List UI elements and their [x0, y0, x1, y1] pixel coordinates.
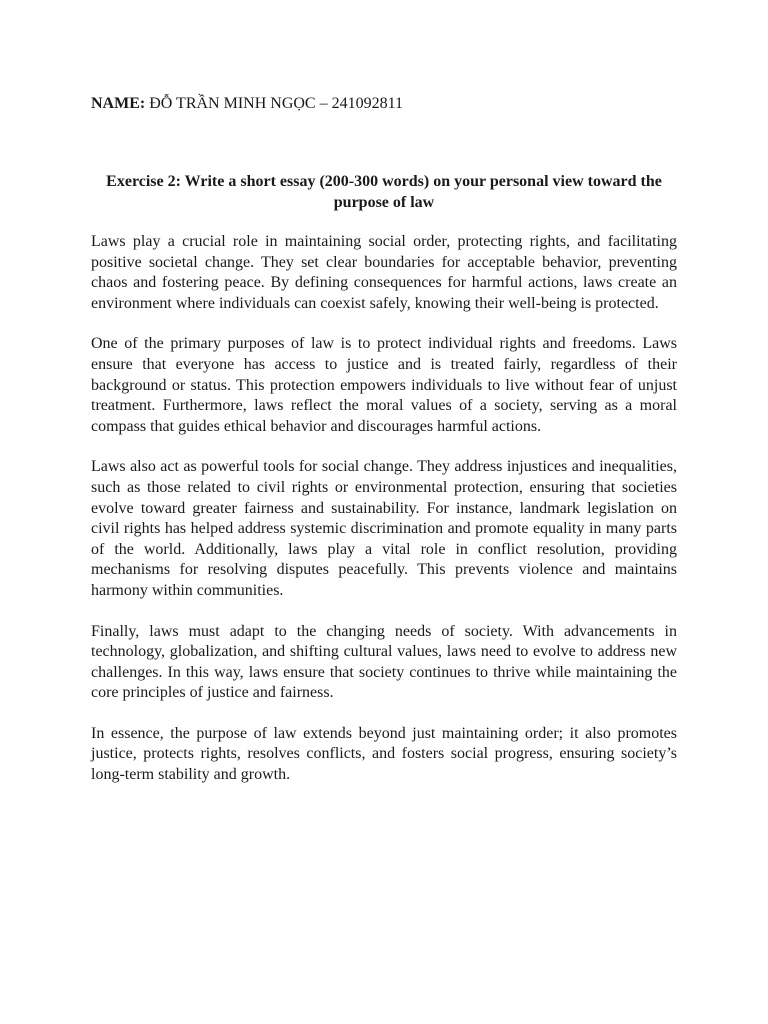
- essay-paragraph: Laws also act as powerful tools for social change. They address injustices and inequalities, such as those related to civil rights or environmental protection, ensuring that societies evolve toward greater fairness and sustainability. For instance, landmark legislation on civil rights has helped address systemic discrimination and promote equality in many parts of the world. Additionally, laws play a vital role in conflict resolution, providing mechanisms for resolving disputes peacefully. This prevents violence and maintains harmony within communities.: [91, 458, 677, 599]
- essay-body: [91, 232, 677, 786]
- exercise-title: Exercise 2: Write a short essay (200-300 words) on your personal view toward the purpose of law: [106, 173, 662, 211]
- essay-paragraph: In essence, the purpose of law extends beyond just maintaining order; it also promotes justice, protects rights, resolves conflicts, and fosters social progress, ensuring society’s long-term stability and growth.: [91, 724, 677, 784]
- student-name: ĐỖ TRẦN MINH NGỌC – 241092811: [145, 95, 403, 112]
- student-name-line: [91, 93, 677, 114]
- essay-paragraph: Laws play a crucial role in maintaining social order, protecting rights, and facilitating positive societal change. They set clear boundaries for acceptable behavior, preventing chaos and fostering peace. By defining consequences for harmful actions, laws create an environment where individuals can coexist safely, knowing their well-being is protected.: [91, 233, 677, 312]
- essay-paragraph: One of the primary purposes of law is to protect individual rights and freedoms. Laws ensure that everyone has access to justice and is treated fairly, regardless of their background or status. This protection empowers individuals to live without fear of unjust treatment. Furthermore, laws reflect the moral values of a society, serving as a moral compass that guides ethical behavior and discourages harmful actions.: [91, 335, 677, 435]
- essay-paragraph: Finally, laws must adapt to the changing needs of society. With advancements in technology, globalization, and shifting cultural values, laws need to evolve to address new challenges. In this way, laws ensure that society continues to thrive while maintaining the core principles of justice and fairness.: [91, 622, 677, 702]
- name-label: NAME:: [91, 95, 146, 112]
- document-content: [91, 93, 677, 786]
